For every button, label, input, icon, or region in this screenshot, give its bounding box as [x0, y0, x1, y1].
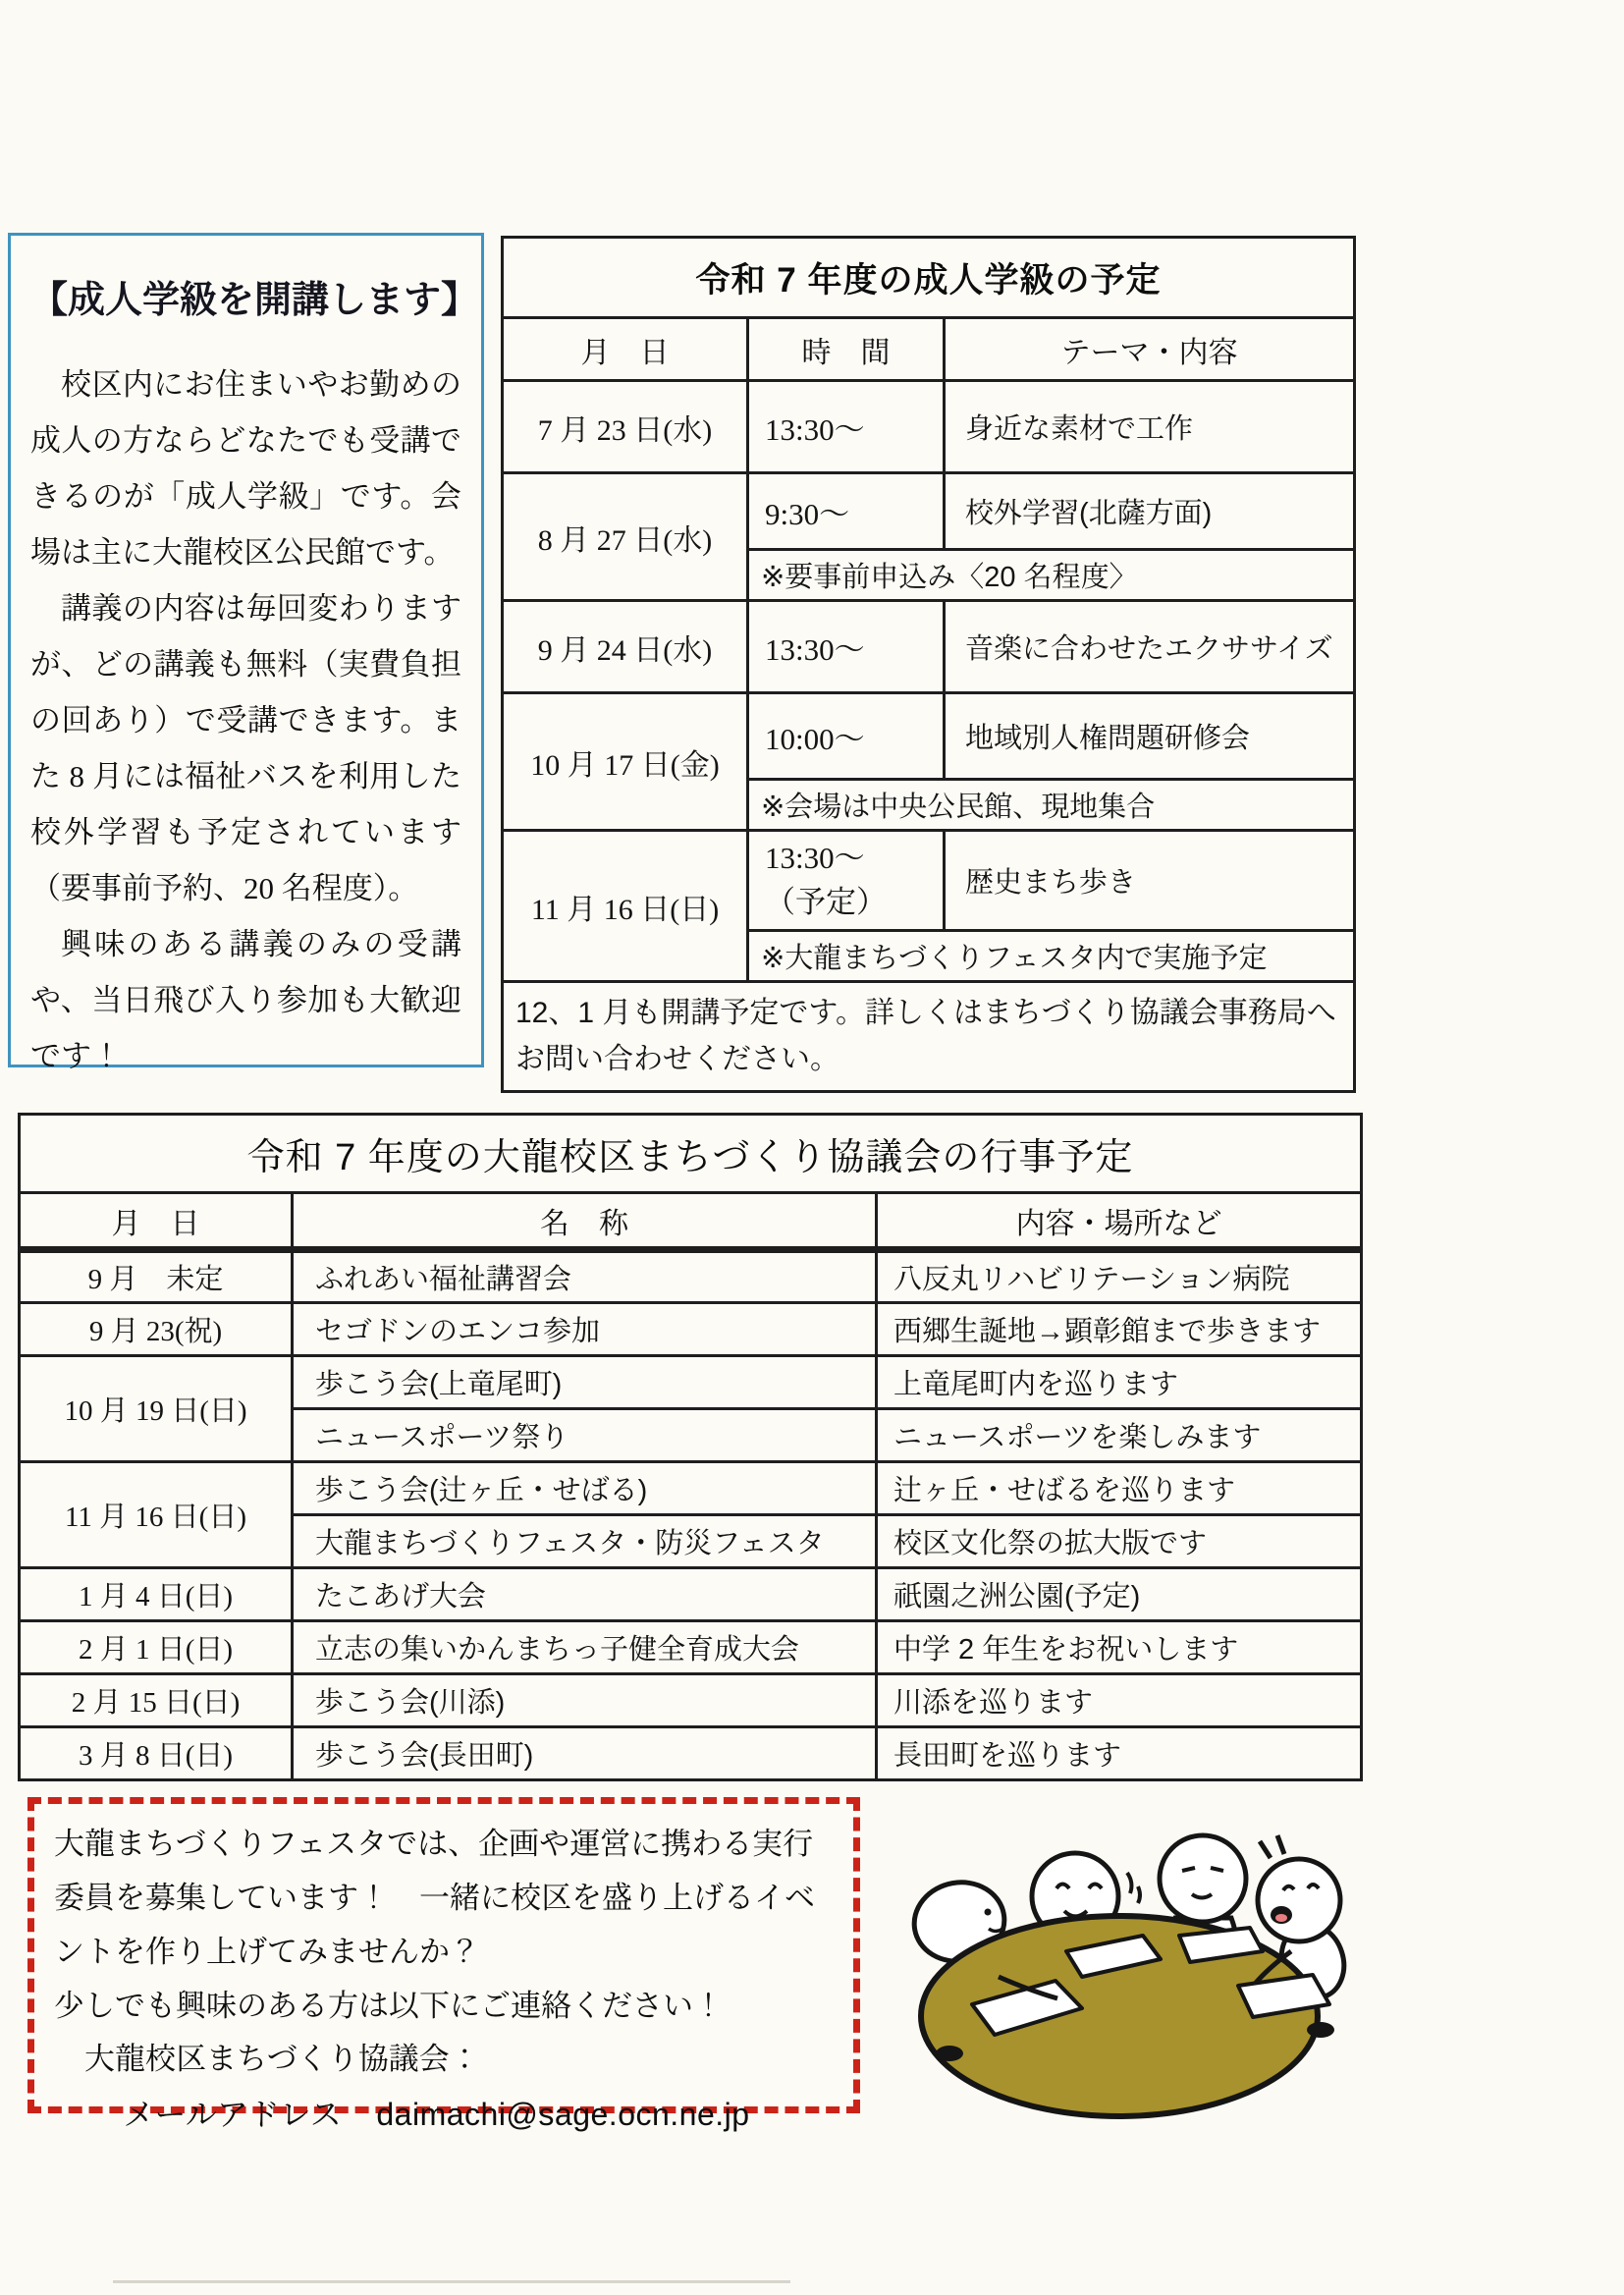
schedule-date: 7 月 23 日(水) — [503, 381, 748, 473]
events-table-title: 令和 7 年度の大龍校区まちづくり協議会の行事予定 — [20, 1115, 1362, 1193]
meeting-illustration — [889, 1812, 1350, 2126]
email-address: daimachi@sage.ocn.ne.jp — [376, 2097, 750, 2133]
schedule-date: 9 月 24 日(水) — [503, 601, 748, 693]
adult-class-intro-box — [8, 233, 484, 1074]
intro-paragraph-1: 校区内にお住まいやお勤めの成人の方ならどなたでも受講できるのが「成人学級」です。会場は主に大龍校区公民館です。 — [30, 367, 461, 571]
table-row — [20, 1250, 1362, 1303]
events-col-header-detail: 内容・場所など — [877, 1193, 1362, 1250]
table-row — [503, 831, 1355, 931]
event-date: 10 月 19 日(日) — [20, 1356, 293, 1462]
event-name: 大龍まちづくりフェスタ・防災フェスタ — [293, 1515, 877, 1568]
intro-paragraph-3: 興味のある講義のみの受講や、当日飛び入り参加も大歓迎です！ — [30, 927, 461, 1074]
table-row — [20, 1727, 1362, 1780]
table-row — [20, 1303, 1362, 1356]
event-detail: 祇園之洲公園(予定) — [877, 1568, 1362, 1621]
event-name: 歩こう会(上竜尾町) — [293, 1356, 877, 1409]
events-col-header-name: 名 称 — [293, 1193, 877, 1250]
recruit-body-1: 大龍まちづくりフェスタでは、企画や運営に携わる実行委員を募集しています！ 一緒に校区を盛り上げるイベントを作り上げてみませんか？ — [54, 1827, 815, 1969]
event-name: セゴドンのエンコ参加 — [293, 1303, 877, 1356]
schedule-theme: 音楽に合わせたエクササイズ — [945, 601, 1355, 693]
schedule-date: 11 月 16 日(日) — [503, 831, 748, 982]
event-detail: 長田町を巡ります — [877, 1727, 1362, 1780]
event-name: ふれあい福祉講習会 — [293, 1250, 877, 1303]
table-row — [20, 1568, 1362, 1621]
event-detail: 辻ヶ丘・せばるを巡ります — [877, 1462, 1362, 1515]
event-name: 歩こう会(川添) — [293, 1674, 877, 1727]
recruit-box — [27, 1797, 860, 2133]
events-table — [18, 1113, 1363, 1781]
event-date: 1 月 4 日(日) — [20, 1568, 293, 1621]
email-label: メールアドレス — [123, 2097, 342, 2133]
schedule-note: ※大龍まちづくりフェスタ内で実施予定 — [748, 931, 1355, 982]
schedule-col-header-date: 月 日 — [503, 318, 748, 381]
event-detail: 川添を巡ります — [877, 1674, 1362, 1727]
schedule-time — [748, 831, 945, 931]
event-date: 2 月 1 日(日) — [20, 1621, 293, 1674]
table-row — [503, 693, 1355, 780]
schedule-theme: 身近な素材で工作 — [945, 381, 1355, 473]
event-detail: 校区文化祭の拡大版です — [877, 1515, 1362, 1568]
schedule-theme: 校外学習(北薩方面) — [945, 473, 1355, 550]
adult-class-schedule-table — [501, 236, 1356, 1093]
event-name: 立志の集いかんまちっ子健全育成大会 — [293, 1621, 877, 1674]
event-detail: 中学 2 年生をお祝いします — [877, 1621, 1362, 1674]
schedule-time: 13:30～ — [748, 381, 945, 473]
schedule-table-title: 令和 7 年度の成人学級の予定 — [503, 238, 1355, 318]
recruit-body-2: 少しでも興味のある方は以下にご連絡ください！ — [54, 1988, 724, 2023]
scanner-artifact-line — [113, 2280, 790, 2283]
event-detail: ニュースポーツを楽しみます — [877, 1409, 1362, 1462]
table-row — [503, 473, 1355, 550]
event-detail: 上竜尾町内を巡ります — [877, 1356, 1362, 1409]
table-row — [20, 1621, 1362, 1674]
recruit-email-line — [54, 2087, 836, 2143]
event-detail: 八反丸リハビリテーション病院 — [877, 1250, 1362, 1303]
schedule-theme: 地域別人権問題研修会 — [945, 693, 1355, 780]
event-name: ニュースポーツ祭り — [293, 1409, 877, 1462]
event-date: 2 月 15 日(日) — [20, 1674, 293, 1727]
recruit-org: 大龍校区まちづくり協議会： — [84, 2042, 480, 2077]
schedule-time: 10:00～ — [748, 693, 945, 780]
schedule-theme: 歴史まち歩き — [945, 831, 1355, 931]
schedule-time-value: 13:30～ — [765, 840, 865, 875]
schedule-col-header-theme: テーマ・内容 — [945, 318, 1355, 381]
table-row — [20, 1462, 1362, 1515]
event-name: 歩こう会(辻ヶ丘・せばる) — [293, 1462, 877, 1515]
schedule-date: 8 月 27 日(水) — [503, 473, 748, 601]
intro-title: 【成人学級を開講します】 — [30, 280, 479, 321]
event-date: 3 月 8 日(日) — [20, 1727, 293, 1780]
event-name: たこあげ大会 — [293, 1568, 877, 1621]
event-date: 9 月 23(祝) — [20, 1303, 293, 1356]
schedule-date: 10 月 17 日(金) — [503, 693, 748, 831]
table-row — [20, 1356, 1362, 1409]
schedule-time: 13:30～ — [748, 601, 945, 693]
intro-paragraph-2: 講義の内容は毎回変わりますが、どの講義も無料（実費負担の回あり）で受講できます。また 8 月には福祉バスを利用した校外学習も予定されています（要事前予約、20 名程度）。 — [30, 591, 461, 906]
events-col-header-date: 月 日 — [20, 1193, 293, 1250]
event-date: 9 月 未定 — [20, 1250, 293, 1303]
schedule-time: 9:30～ — [748, 473, 945, 550]
table-row — [20, 1674, 1362, 1727]
schedule-time-note: （予定） — [765, 884, 887, 919]
event-detail: 西郷生誕地→顕彰館まで歩きます — [877, 1303, 1362, 1356]
table-row — [503, 601, 1355, 693]
schedule-note: ※要事前申込み〈20 名程度〉 — [748, 550, 1355, 601]
table-row — [503, 381, 1355, 473]
schedule-table-footer: 12、1 月も開講予定です。詳しくはまちづくり協議会事務局へお問い合わせください。 — [503, 982, 1355, 1092]
schedule-note: ※会場は中央公民館、現地集合 — [748, 780, 1355, 831]
event-date: 11 月 16 日(日) — [20, 1462, 293, 1568]
event-name: 歩こう会(長田町) — [293, 1727, 877, 1780]
schedule-col-header-time: 時 間 — [748, 318, 945, 381]
